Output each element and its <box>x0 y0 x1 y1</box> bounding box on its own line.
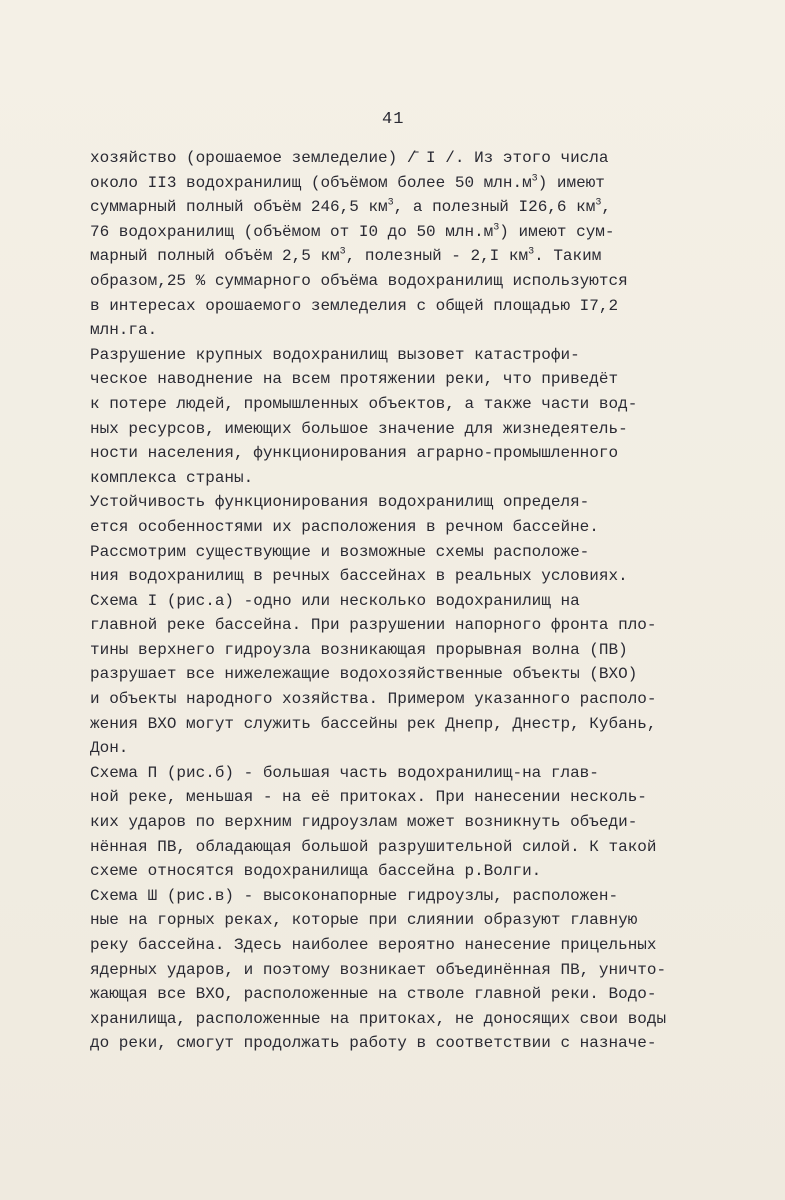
text-line: ности населения, функционирования аграрно-промышленного <box>90 444 619 463</box>
paragraph-stability <box>90 490 710 539</box>
text-line: Устойчивость функционирования водохранилищ определя- <box>90 493 590 512</box>
text-line: тины верхнего гидроузла возникающая прорывная волна (ПВ) <box>90 640 628 659</box>
text-line: жающая все ВХО, расположенные на стволе главной реки. Водо- <box>90 985 657 1004</box>
text-line: Разрушение крупных водохранилищ вызовет катастрофи- <box>90 345 580 364</box>
text-line: до реки, смогут продолжать работу в соответствии с назначе- <box>90 1034 657 1053</box>
text-line: Дон. <box>90 739 129 758</box>
text-line: главной реке бассейна. При разрушении напорного фронта пло- <box>90 616 657 635</box>
text-line: комплекса страны. <box>90 468 254 487</box>
text-line: Схема Ш (рис.в) - высоконапорные гидроузлы, расположен- <box>90 886 619 905</box>
paragraph-dam-destruction <box>90 343 710 491</box>
text-line: жения ВХО могут служить бассейны рек Днепр, Днестр, Кубань, <box>90 714 657 733</box>
text-line: к потере людей, промышленных объектов, а также части вод- <box>90 394 638 413</box>
paragraph-scheme-3 <box>90 884 710 1056</box>
text-line: хозяйство (орошаемое земледелие) /̄ I /. Из этого числа <box>90 149 609 167</box>
text-line: Рассмотрим существующие и возможные схемы расположе- <box>90 542 590 561</box>
paragraph-scheme-2 <box>90 761 710 884</box>
text-line: ется особенностями их расположения в речном бассейне. <box>90 517 599 536</box>
paragraph-schemes-intro <box>90 540 710 589</box>
text-line: ких ударов по верхним гидроузлам может возникнуть объеди- <box>90 813 638 832</box>
page-number: 41 <box>382 110 405 129</box>
text-line: ядерных ударов, и поэтому возникает объединённая ПВ, уничто- <box>90 960 667 979</box>
text-line: хранилища, расположенные на притоках, не доносящих свои воды <box>90 1009 667 1028</box>
text-line: в интересах орошаемого земледелия с общей площадью I7,2 <box>90 296 619 315</box>
text-line: 76 водохранилищ (объёмом от I0 до 50 $млн.м^3$) имеют сум- <box>90 222 615 241</box>
text-line: схеме относятся водохранилища бассейна р.Волги. <box>90 862 542 881</box>
paragraph-scheme-1 <box>90 589 710 761</box>
body-text <box>90 146 710 1056</box>
text-line: разрушает все нижележащие водохозяйственные объекты (ВХО) <box>90 665 638 684</box>
text-line: суммарный полный объём 246,5 $км^3$, а полезный I26,6 $км^3$, <box>90 197 611 217</box>
text-line: около II3 водохранилищ (объёмом более 50 $млн.м^3$) имеют <box>90 173 605 192</box>
text-line: марный полный объём 2,5 $км^3$, полезный - 2,I $км^3$. Таким <box>90 247 602 266</box>
text-line: нённая ПВ, обладающая большой разрушительной силой. К такой <box>90 837 657 856</box>
text-line: ной реке, меньшая - на её притоках. При нанесении несколь- <box>90 788 647 807</box>
text-line: образом,25 % суммарного объёма водохранилищ используются <box>90 271 628 290</box>
text-line: ческое наводнение на всем протяжении реки, что приведёт <box>90 370 619 389</box>
text-line: млн.га. <box>90 321 158 340</box>
text-line: Схема П (рис.б) - большая часть водохранилищ-на глав- <box>90 763 599 782</box>
text-line: ные на горных реках, которые при слиянии образуют главную <box>90 911 638 930</box>
text-line: реку бассейна. Здесь наиболее вероятно нанесение прицельных <box>90 936 657 954</box>
text-line: и объекты народного хозяйства. Примером указанного располо- <box>90 690 657 709</box>
text-line: ния водохранилищ в речных бассейнах в реальных условиях. <box>90 567 628 586</box>
text-line: Схема I (рис.а) -одно или несколько водохранилищ на <box>90 591 580 610</box>
text-line: ных ресурсов, имеющих большое значение для жизнедеятель- <box>90 419 628 438</box>
paragraph-intro-continuation <box>90 146 710 343</box>
